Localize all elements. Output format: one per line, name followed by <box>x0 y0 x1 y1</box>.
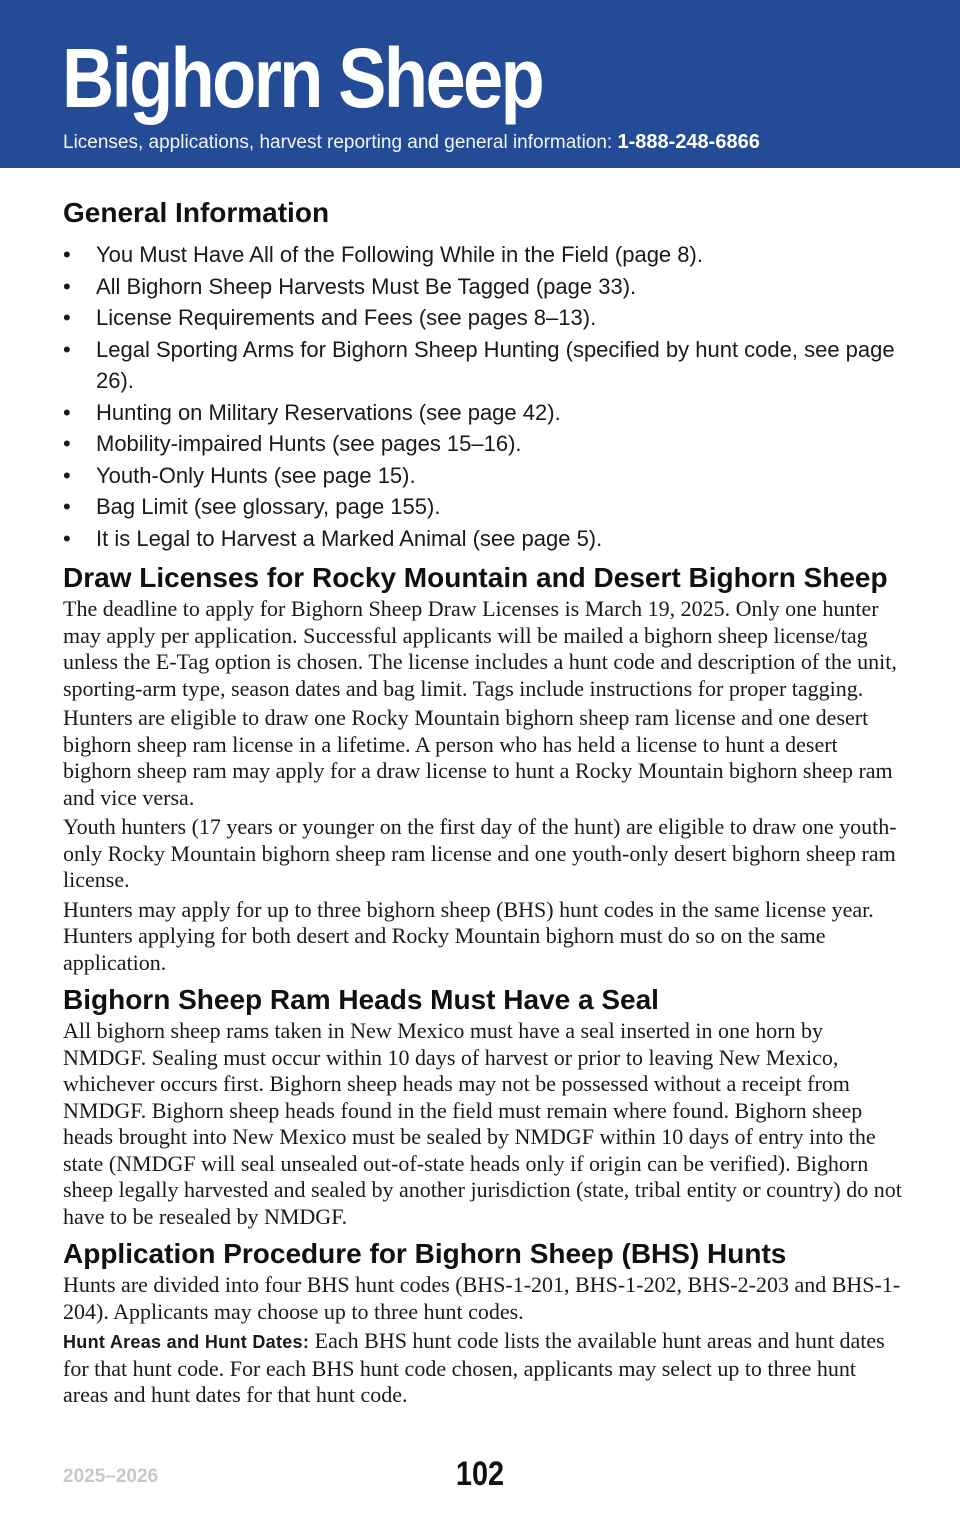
list-item <box>63 271 903 303</box>
bullet-icon: • <box>63 525 71 551</box>
draw-licenses-section <box>63 560 903 976</box>
list-item <box>63 334 903 397</box>
bullet-icon: • <box>63 242 71 267</box>
list-item-text: Mobility-impaired Hunts (see pages 15–16). <box>96 431 522 456</box>
bullet-icon: • <box>63 273 71 299</box>
list-item <box>63 239 903 271</box>
bullet-icon: • <box>63 494 71 519</box>
bullet-icon: • <box>63 305 71 330</box>
bullet-icon: • <box>63 462 71 488</box>
list-item-text: Bag Limit (see glossary, page 155). <box>96 494 441 519</box>
main-content <box>63 195 903 1412</box>
list-item-text: Legal Sporting Arms for Bighorn Sheep Hunting (specified by hunt code, see page 26). <box>96 336 895 393</box>
list-item-text: Hunting on Military Reservations (see page 42). <box>96 399 561 425</box>
bullet-icon: • <box>63 399 71 425</box>
footer-year: 2025–2026 <box>63 1466 159 1487</box>
list-item <box>63 302 903 334</box>
seal-section <box>63 982 903 1230</box>
list-item <box>63 523 903 555</box>
draw-paragraph: Youth hunters (17 years or younger on the first day of the hunt) are eligible to draw one youth-only Rocky Mountain bighorn sheep ram license and one youth-only desert bighorn sheep ram license. <box>63 814 897 892</box>
hunt-areas-paragraph <box>63 1328 903 1409</box>
page-number: 102 <box>455 1455 505 1493</box>
list-item-text: It is Legal to Harvest a Marked Animal (see page 5). <box>96 525 603 551</box>
application-heading: Application Procedure for Bighorn Sheep (BHS) Hunts <box>63 1238 787 1269</box>
list-item <box>63 460 903 492</box>
list-item-text: Youth-Only Hunts (see page 15). <box>96 462 416 488</box>
list-item-text: License Requirements and Fees (see pages 8–13). <box>96 305 597 330</box>
subtitle-text: Licenses, applications, harvest reporting and general information: <box>63 132 618 153</box>
general-info-list <box>63 239 903 554</box>
draw-paragraph: Hunters may apply for up to three bighorn sheep (BHS) hunt codes in the same license year. Hunters applying for both desert and Rocky Mountain bighorn must do so on the same application. <box>63 896 874 975</box>
general-info-heading: General Information <box>63 197 330 228</box>
draw-paragraph: Hunters are eligible to draw one Rocky Mountain bighorn sheep ram license and one desert bighorn sheep ram license in a lifetime. A person who has held a license to hunt a desert bighorn sheep ram may apply for a draw license to hunt a Rocky Mountain bighorn sheep ram and vice versa. <box>63 705 893 810</box>
phone-number: 1-888-248-6866 <box>617 131 760 153</box>
list-item-text: You Must Have All of the Following While in the Field (page 8). <box>96 242 703 267</box>
header-subtitle <box>63 130 760 155</box>
draw-paragraph: The deadline to apply for Bighorn Sheep Draw Licenses is March 19, 2025. Only one hunter may apply per application. Successful applicants will be mailed a bighorn sheep license/tag unless the E-Tag option is chosen. The license includes a hunt code and description of the unit, sporting-arm type, season dates and bag limit. Tags include instructions for proper tagging. <box>63 596 897 701</box>
list-item <box>63 397 903 429</box>
bullet-icon: • <box>63 431 71 456</box>
page-title: Bighorn Sheep <box>62 31 543 125</box>
list-item <box>63 428 903 460</box>
application-section <box>63 1236 903 1409</box>
hunt-areas-text: Each BHS hunt code lists the available hunt areas and hunt dates for that hunt code. For each BHS hunt code chosen, applicants may select up to three hunt areas and hunt dates for that hunt code. <box>63 1328 885 1407</box>
hunt-areas-label: Hunt Areas and Hunt Dates: <box>63 1332 310 1352</box>
seal-heading: Bighorn Sheep Ram Heads Must Have a Seal <box>63 984 659 1015</box>
list-item <box>63 491 903 523</box>
list-item-text: All Bighorn Sheep Harvests Must Be Tagged (page 33). <box>96 273 637 299</box>
draw-licenses-heading: Draw Licenses for Rocky Mountain and Desert Bighorn Sheep <box>63 562 888 593</box>
header-banner <box>0 0 960 168</box>
application-paragraph: Hunts are divided into four BHS hunt codes (BHS-1-201, BHS-1-202, BHS-2-203 and BHS-1-204). Applicants may choose up to three hunt codes. <box>63 1272 901 1324</box>
seal-paragraph: All bighorn sheep rams taken in New Mexico must have a seal inserted in one horn by NMDGF. Sealing must occur within 10 days of harvest or prior to leaving New Mexico, whichever occurs first. Bighorn sheep heads may not be possessed without a receipt from NMDGF. Bighorn sheep heads found in the field must remain where found. Bighorn sheep heads brought into New Mexico must be sealed by NMDGF within 10 days of entry into the state (NMDGF will seal unsealed out-of-state heads only if origin can be verified). Bighorn sheep legally harvested and sealed by another jurisdiction (state, tribal entity or country) do not have to be resealed by NMDGF. <box>63 1018 902 1229</box>
bullet-icon: • <box>63 336 71 362</box>
